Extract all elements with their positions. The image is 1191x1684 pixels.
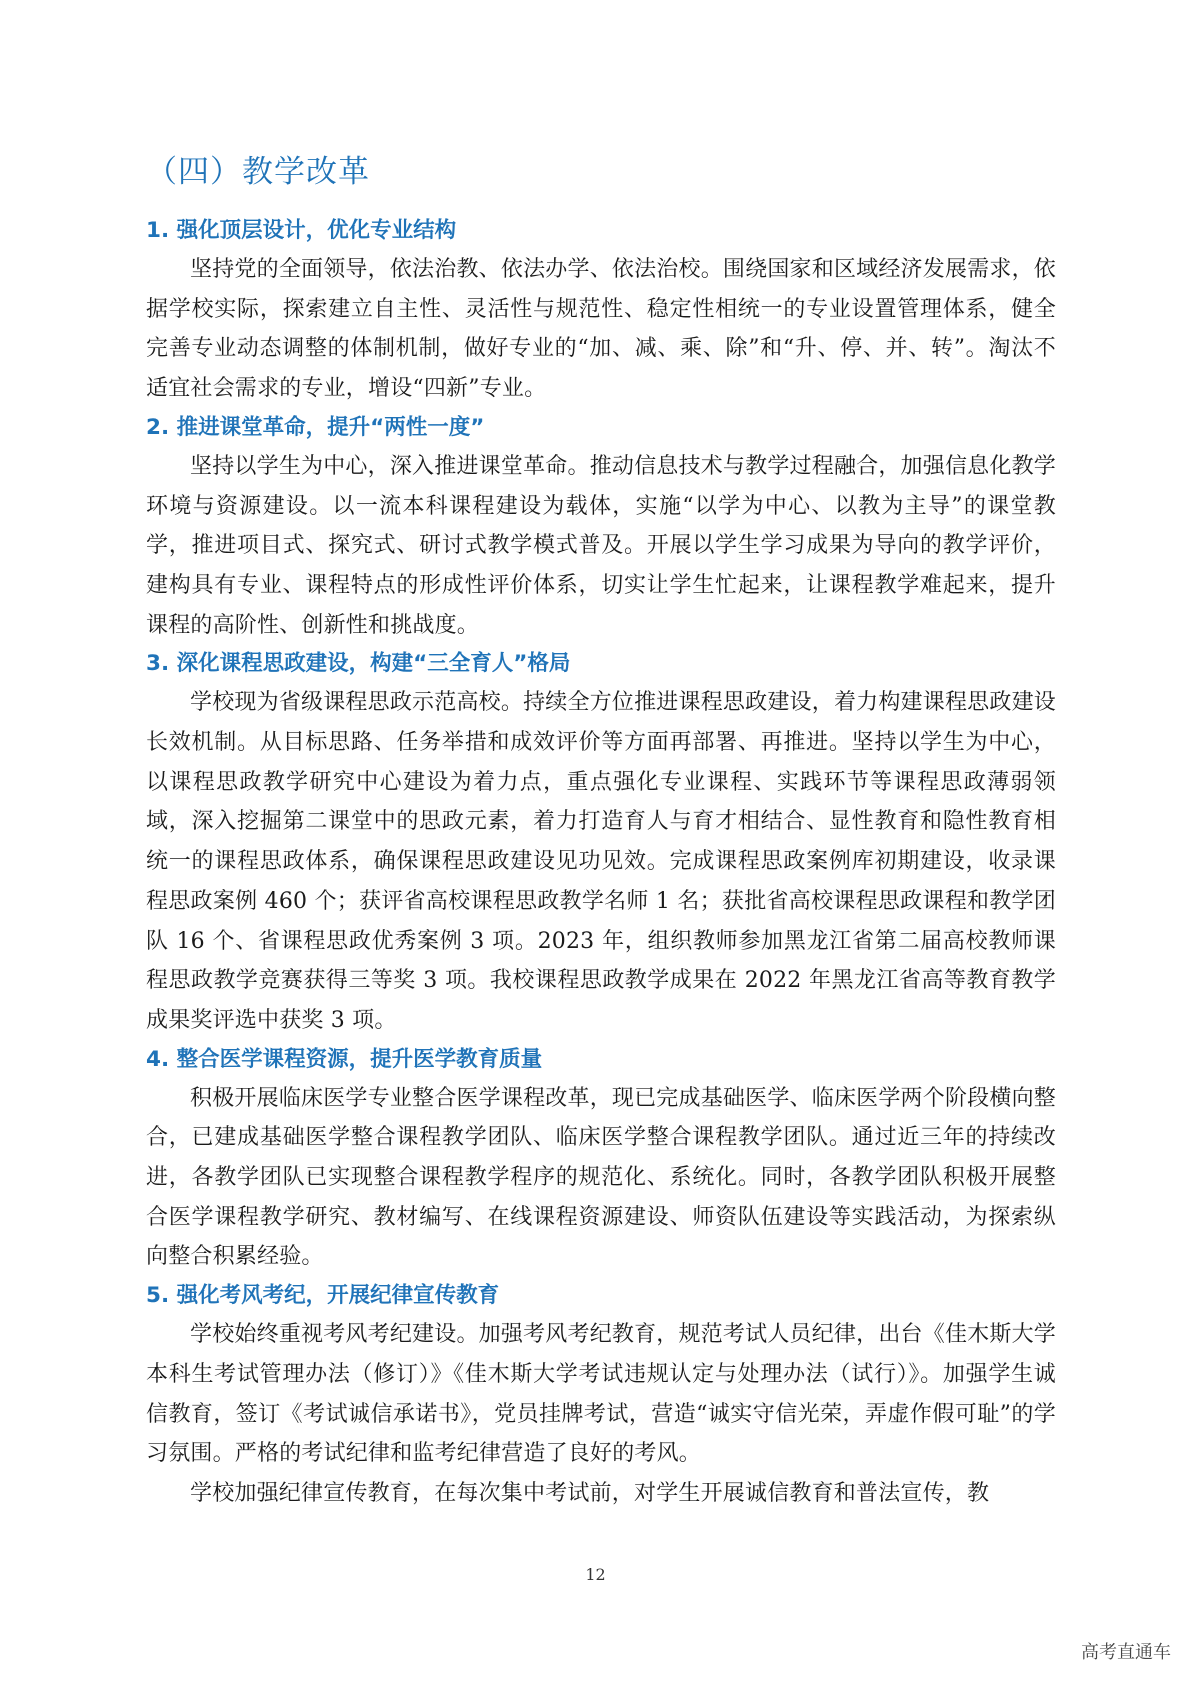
- page-number: 12: [585, 1565, 606, 1584]
- paragraph: 学校现为省级课程思政示范高校。持续全方位推进课程思政建设，着力构建课程思政建设长效机制。从目标思路、任务举措和成效评价等方面再部署、再推进。坚持以学生为中心，以课程思政教学研究中心建设为着力点，重点强化专业课程、实践环节等课程思政薄弱领域，深入挖掘第二课堂中的思政元素，着力打造育人与育才相结合、显性教育和隐性教育相统一的课程思政体系，确保课程思政建设见功见效。完成课程思政案例库初期建设，收录课程思政案例 460 个；获评省高校课程思政教学名师 1 名；获批省高校课程思政课程和教学团队 16 个、省课程思政优秀案例 3 项。2023 年，组织教师参加黑龙江省第二届高校教师课程思政教学竞赛获得三等奖 3 项。我校课程思政教学成果在 2022 年黑龙江省高等教育教学成果奖评选中获奖 3 项。: [146, 690, 1056, 1033]
- subsection-heading-4: 4. 整合医学课程资源，提升医学教育质量: [146, 1046, 543, 1072]
- content-body: [146, 212, 1056, 1514]
- paragraph: 坚持党的全面领导，依法治教、依法办学、依法治校。围绕国家和区域经济发展需求，依据学校实际，探索建立自主性、灵活性与规范性、稳定性相统一的专业设置管理体系，健全完善专业动态调整的体制机制，做好专业的“加、减、乘、除”和“升、停、并、转”。淘汰不适宜社会需求的专业，增设“四新”专业。: [146, 257, 1056, 402]
- section-title: （四）教学改革: [146, 154, 370, 190]
- paragraph: 坚持以学生为中心，深入推进课堂革命。推动信息技术与教学过程融合，加强信息化教学环境与资源建设。以一流本科课程建设为载体，实施“以学为中心、以教为主导”的课堂教学，推进项目式、探究式、研讨式教学模式普及。开展以学生学习成果为导向的教学评价，建构具有专业、课程特点的形成性评价体系，切实让学生忙起来，让课程教学难起来，提升课程的高阶性、创新性和挑战度。: [146, 453, 1056, 638]
- paragraph: 积极开展临床医学专业整合医学课程改革，现已完成基础医学、临床医学两个阶段横向整合，已建成基础医学整合课程教学团队、临床医学整合课程教学团队。通过近三年的持续改进，各教学团队已实现整合课程教学程序的规范化、系统化。同时，各教学团队积极开展整合医学课程教学研究、教材编写、在线课程资源建设、师资队伍建设等实践活动，为探索纵向整合积累经验。: [146, 1085, 1056, 1270]
- subsection-heading-2: 2. 推进课堂革命，提升“两性一度”: [146, 414, 485, 440]
- subsection-heading-5: 5. 强化考风考纪，开展纪律宣传教育: [146, 1283, 500, 1309]
- paragraph: 学校始终重视考风考纪建设。加强考风考纪教育，规范考试人员纪律，出台《佳木斯大学本科生考试管理办法（修订）》《佳木斯大学考试违规认定与处理办法（试行）》。加强学生诚信教育，签订《考试诚信承诺书》，党员挂牌考试，营造“诚实守信光荣，弄虚作假可耻”的学习氛围。严格的考试纪律和监考纪律营造了良好的考风。: [146, 1322, 1056, 1467]
- paragraph: 学校加强纪律宣传教育，在每次集中考试前，对学生开展诚信教育和普法宣传，教: [190, 1480, 990, 1506]
- subsection-heading-3: 3. 深化课程思政建设，构建“三全育人”格局: [146, 651, 571, 677]
- subsection-heading-1: 1. 强化顶层设计，优化专业结构: [146, 218, 457, 243]
- watermark-text: 高考直通车: [1081, 1642, 1171, 1663]
